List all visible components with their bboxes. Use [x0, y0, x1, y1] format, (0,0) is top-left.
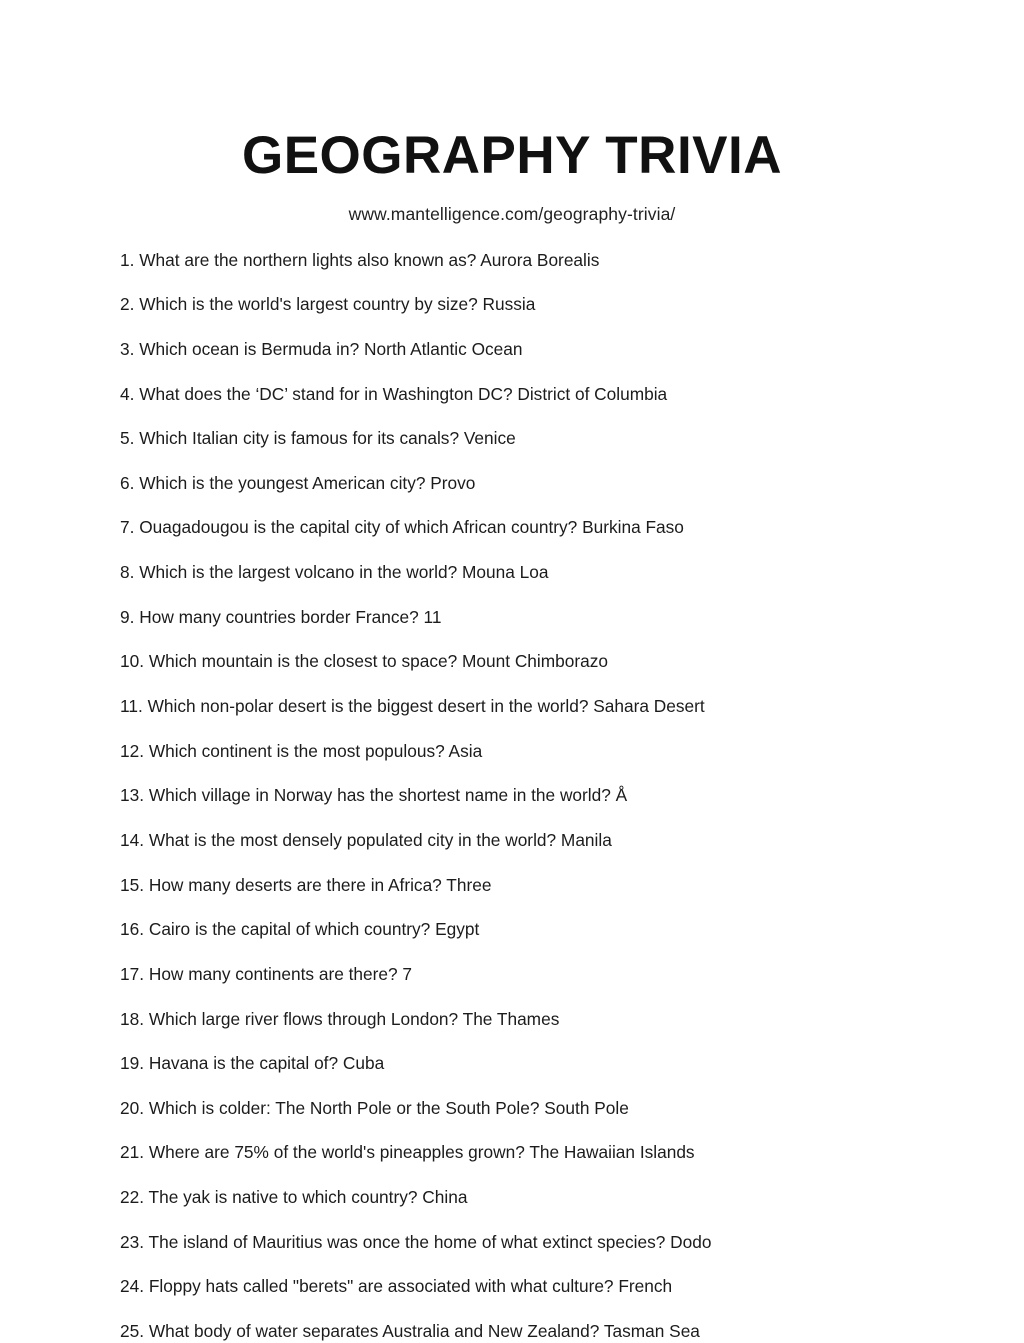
list-item-number: 16.: [120, 919, 145, 940]
list-item: [0, 293, 1024, 316]
list-item-number: 9.: [120, 606, 135, 627]
list-item-text: Which Italian city is famous for its canals? Venice: [139, 428, 516, 449]
list-item-number: 8.: [120, 562, 135, 583]
list-item: [0, 874, 1024, 897]
list-item-text: How many continents are there? 7: [148, 963, 413, 984]
list-item-text: Cairo is the capital of which country? Egypt: [148, 919, 480, 940]
list-item-text: Floppy hats called "berets" are associated with what culture? French: [148, 1276, 673, 1297]
list-item-number: 4.: [120, 383, 135, 404]
list-item-number: 5.: [120, 428, 135, 449]
list-item-number: 19.: [120, 1053, 145, 1074]
list-item-text: What does the ‘DC’ stand for in Washington DC? District of Columbia: [139, 383, 668, 404]
list-item: [0, 1097, 1024, 1120]
list-item-text: Which large river flows through London? The Thames: [148, 1008, 560, 1029]
list-item-number: 15.: [120, 874, 145, 895]
list-item-text: Ouagadougou is the capital city of which African country? Burkina Faso: [139, 517, 684, 538]
list-item-number: 18.: [120, 1008, 145, 1029]
list-item-number: 13.: [120, 785, 145, 806]
list-item: [0, 427, 1024, 450]
list-item: [0, 1008, 1024, 1031]
list-item: [0, 963, 1024, 986]
list-item-number: 25.: [120, 1321, 145, 1342]
list-item-text: Where are 75% of the world's pineapples grown? The Hawaiian Islands: [148, 1142, 695, 1163]
list-item-text: Which non-polar desert is the biggest desert in the world? Sahara Desert: [147, 696, 705, 717]
list-item-text: Which ocean is Bermuda in? North Atlantic Ocean: [139, 338, 523, 359]
list-item-text: Which mountain is the closest to space? Mount Chimborazo: [148, 651, 608, 672]
list-item-text: Which is colder: The North Pole or the South Pole? South Pole: [148, 1097, 629, 1118]
list-item: [0, 249, 1024, 272]
list-item: [0, 829, 1024, 852]
list-item-text: What body of water separates Australia and New Zealand? Tasman Sea: [148, 1321, 700, 1342]
list-item-number: 10.: [120, 651, 145, 672]
list-item: [0, 383, 1024, 406]
list-item: [0, 1141, 1024, 1164]
list-item-text: The yak is native to which country? China: [148, 1187, 468, 1208]
list-item: [0, 918, 1024, 941]
list-item: [0, 784, 1024, 807]
list-item-number: 22.: [120, 1187, 145, 1208]
trivia-list: [0, 225, 1024, 1343]
list-item-number: 11.: [120, 696, 143, 717]
list-item-text: The island of Mauritius was once the home of what extinct species? Dodo: [148, 1231, 712, 1252]
list-item-text: Which is the youngest American city? Provo: [139, 472, 476, 493]
source-url: www.mantelligence.com/geography-trivia/: [348, 203, 676, 224]
list-item: [0, 561, 1024, 584]
list-item-number: 3.: [120, 338, 135, 359]
list-item-text: What is the most densely populated city in the world? Manila: [148, 829, 612, 850]
list-item: [0, 516, 1024, 539]
list-item-number: 23.: [120, 1231, 145, 1252]
list-item: [0, 695, 1024, 718]
list-item-number: 14.: [120, 829, 145, 850]
list-item-number: 24.: [120, 1276, 145, 1297]
list-item: [0, 740, 1024, 763]
list-item-number: 17.: [120, 963, 145, 984]
list-item: [0, 650, 1024, 673]
list-item-number: 12.: [120, 740, 145, 761]
list-item: [0, 1052, 1024, 1075]
list-item: [0, 1186, 1024, 1209]
list-item-text: What are the northern lights also known as? Aurora Borealis: [139, 249, 600, 270]
list-item-number: 20.: [120, 1097, 145, 1118]
list-item-text: Which is the world's largest country by size? Russia: [139, 294, 536, 315]
list-item-number: 21.: [120, 1142, 145, 1163]
list-item: [0, 338, 1024, 361]
list-item-text: How many countries border France? 11: [139, 606, 442, 627]
list-item-number: 2.: [120, 294, 135, 315]
page-title: GEOGRAPHY TRIVIA: [241, 126, 783, 185]
list-item-text: Which continent is the most populous? Asia: [148, 740, 483, 761]
list-item-number: 6.: [120, 472, 135, 493]
list-item: [0, 606, 1024, 629]
list-item: [0, 1275, 1024, 1298]
list-item: [0, 1231, 1024, 1254]
list-item: [0, 472, 1024, 495]
list-item-number: 1.: [120, 249, 135, 270]
list-item: [0, 1320, 1024, 1343]
list-item-number: 7.: [120, 517, 135, 538]
list-item-text: How many deserts are there in Africa? Three: [148, 874, 492, 895]
list-item-text: Havana is the capital of? Cuba: [148, 1053, 385, 1074]
list-item-text: Which is the largest volcano in the world? Mouna Loa: [139, 562, 549, 583]
list-item-text: Which village in Norway has the shortest name in the world? Å: [148, 785, 628, 806]
